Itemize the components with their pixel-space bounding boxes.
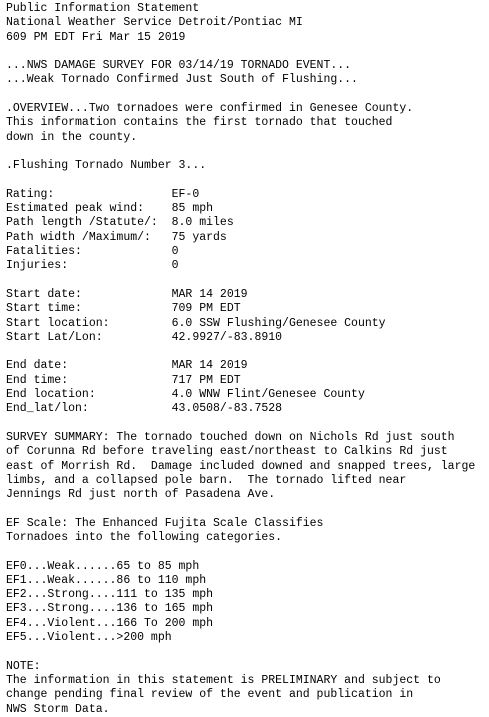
statement-line: east of Morrish Rd. Damage included downed and snapped trees, large: [6, 459, 476, 473]
statement-line: [6, 274, 489, 288]
statement-line: 609 PM EDT Fri Mar 15 2019: [6, 30, 186, 44]
statement-line: The information in this statement is PRELIMINARY and subject to: [6, 673, 441, 687]
statement-line: End date: MAR 14 2019: [6, 359, 248, 373]
statement-line: EF Scale: The Enhanced Fujita Scale Classifies: [6, 516, 324, 530]
statement-line: EF2...Strong....111 to 135 mph: [6, 588, 214, 602]
statement-line: [6, 145, 489, 159]
statement-line: EF4...Violent...166 To 200 mph: [6, 616, 214, 630]
statement-line: [6, 45, 489, 59]
statement-line: This information contains the first tornado that touched: [6, 116, 393, 130]
statement-line: [6, 417, 489, 431]
statement-line: Rating: EF-0: [6, 187, 200, 201]
statement-line: [6, 345, 489, 359]
statement-line: .OVERVIEW...Two tornadoes were confirmed in Genesee County.: [6, 102, 414, 116]
statement-line: End_lat/lon: 43.0508/-83.7528: [6, 402, 283, 416]
statement-line: [6, 545, 489, 559]
statement-line: Start Lat/Lon: 42.9927/-83.8910: [6, 330, 283, 344]
statement-line: [6, 174, 489, 188]
statement-line: Jennings Rd just north of Pasadena Ave.: [6, 488, 276, 502]
statement-line: limbs, and a collapsed pole barn. The tornado lifted near: [6, 473, 407, 487]
statement-line: Estimated peak wind: 85 mph: [6, 202, 214, 216]
statement-line: EF0...Weak......65 to 85 mph: [6, 559, 200, 573]
statement-line: End time: 717 PM EDT: [6, 373, 241, 387]
statement-line: NWS Storm Data.: [6, 702, 110, 716]
statement-line: National Weather Service Detroit/Pontiac MI: [6, 16, 303, 30]
statement-line: Injuries: 0: [6, 259, 179, 273]
statement-line: [6, 645, 489, 659]
statement-line: [6, 502, 489, 516]
statement-line: .Flushing Tornado Number 3...: [6, 159, 207, 173]
statement-line: EF3...Strong....136 to 165 mph: [6, 602, 214, 616]
statement-line: [6, 88, 489, 102]
statement-line: Public Information Statement: [6, 2, 200, 15]
statement-line: change pending final review of the event and publication in: [6, 688, 414, 702]
statement-line: Start time: 709 PM EDT: [6, 302, 241, 316]
statement-line: Start date: MAR 14 2019: [6, 287, 248, 301]
statement-line: Start location: 6.0 SSW Flushing/Genesee County: [6, 316, 386, 330]
statement-line: down in the county.: [6, 130, 138, 144]
statement-line: EF1...Weak......86 to 110 mph: [6, 573, 207, 587]
statement-line: EF5...Violent...>200 mph: [6, 631, 172, 645]
statement-line: ...Weak Tornado Confirmed Just South of Flushing...: [6, 73, 358, 87]
statement-line: NOTE:: [6, 659, 41, 673]
statement-line: Path length /Statute/: 8.0 miles: [6, 216, 234, 230]
statement-line: Tornadoes into the following categories.: [6, 530, 283, 544]
statement-line: Path width /Maximum/: 75 yards: [6, 230, 227, 244]
statement-line: End location: 4.0 WNW Flint/Genesee County: [6, 388, 365, 402]
statement-line: ...NWS DAMAGE SURVEY FOR 03/14/19 TORNADO EVENT...: [6, 59, 352, 73]
statement-line: SURVEY SUMMARY: The tornado touched down on Nichols Rd just south: [6, 430, 455, 444]
statement-line: Fatalities: 0: [6, 245, 179, 259]
statement-line: of Corunna Rd before traveling east/northeast to Calkins Rd just: [6, 445, 448, 459]
